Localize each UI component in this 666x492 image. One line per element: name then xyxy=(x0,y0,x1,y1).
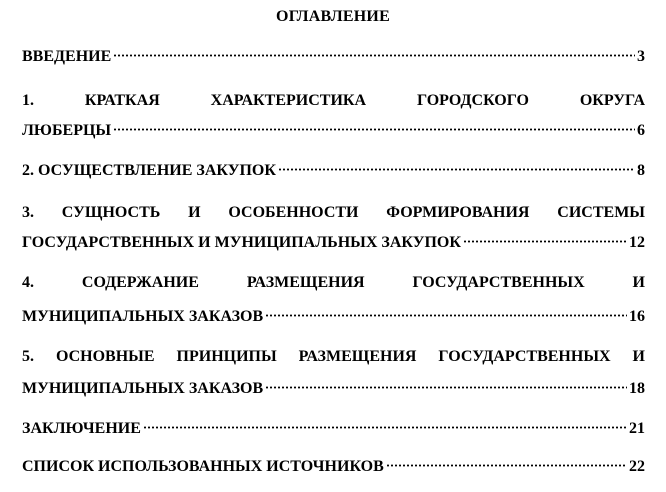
toc-entry-1-line-2[interactable] xyxy=(22,120,645,142)
toc-page-number: 21 xyxy=(629,420,645,437)
toc-entry-references[interactable] xyxy=(22,456,645,478)
toc-entry-4-line-1[interactable] xyxy=(22,272,645,294)
toc-entry-text: СПИСОК ИСПОЛЬЗОВАННЫХ ИСТОЧНИКОВ xyxy=(22,458,384,475)
toc-entry-1-line-1[interactable] xyxy=(22,90,645,112)
toc-entry-text: 3. СУЩНОСТЬ И ОСОБЕННОСТИ ФОРМИРОВАНИЯ СИСТЕМЫ xyxy=(22,204,645,221)
toc-title: ОГЛАВЛЕНИЕ xyxy=(276,8,390,25)
toc-page-number: 8 xyxy=(637,162,645,179)
toc-page-number: 16 xyxy=(629,308,645,325)
toc-entry-introduction[interactable] xyxy=(22,46,645,68)
toc-entry-text: 4. СОДЕРЖАНИЕ РАЗМЕЩЕНИЯ ГОСУДАРСТВЕННЫХ И xyxy=(22,274,645,291)
toc-entry-3-line-2[interactable] xyxy=(22,232,645,254)
toc-entry-text: 1. КРАТКАЯ ХАРАКТЕРИСТИКА ГОРОДСКОГО ОКРУГА xyxy=(22,92,645,109)
toc-entry-5-line-2[interactable] xyxy=(22,378,645,400)
dot-leader xyxy=(278,168,635,171)
toc-entry-3-line-1[interactable] xyxy=(22,202,645,224)
toc-entry-text: МУНИЦИПАЛЬНЫХ ЗАКАЗОВ xyxy=(22,380,264,397)
toc-entry-text: МУНИЦИПАЛЬНЫХ ЗАКАЗОВ xyxy=(22,308,264,325)
toc-entry-text: ЛЮБЕРЦЫ xyxy=(22,122,112,139)
toc-entry-5-line-1[interactable] xyxy=(22,346,645,368)
toc-page-number: 6 xyxy=(637,122,645,139)
dot-leader xyxy=(386,464,627,467)
toc-page-number: 3 xyxy=(637,48,645,65)
dot-leader xyxy=(113,128,635,131)
toc-page-number: 22 xyxy=(629,458,645,475)
toc-entry-text: 2. ОСУЩЕСТВЛЕНИЕ ЗАКУПОК xyxy=(22,162,276,179)
toc-entry-4-line-2[interactable] xyxy=(22,306,645,328)
toc-page-number: 12 xyxy=(629,234,645,251)
toc-entry-text: ВВЕДЕНИЕ xyxy=(22,48,112,65)
dot-leader xyxy=(265,314,627,317)
dot-leader xyxy=(265,386,627,389)
dot-leader xyxy=(143,426,627,429)
toc-entry-text: 5. ОСНОВНЫЕ ПРИНЦИПЫ РАЗМЕЩЕНИЯ ГОСУДАРСТВЕННЫХ И xyxy=(22,348,645,365)
toc-entry-text: ГОСУДАРСТВЕННЫХ И МУНИЦИПАЛЬНЫХ ЗАКУПОК xyxy=(22,234,461,251)
toc-entry-text: ЗАКЛЮЧЕНИЕ xyxy=(22,420,141,437)
dot-leader xyxy=(463,240,627,243)
toc-entry-conclusion[interactable] xyxy=(22,418,645,440)
toc-entry-2[interactable] xyxy=(22,160,645,182)
toc-page-number: 18 xyxy=(629,380,645,397)
dot-leader xyxy=(113,54,635,57)
